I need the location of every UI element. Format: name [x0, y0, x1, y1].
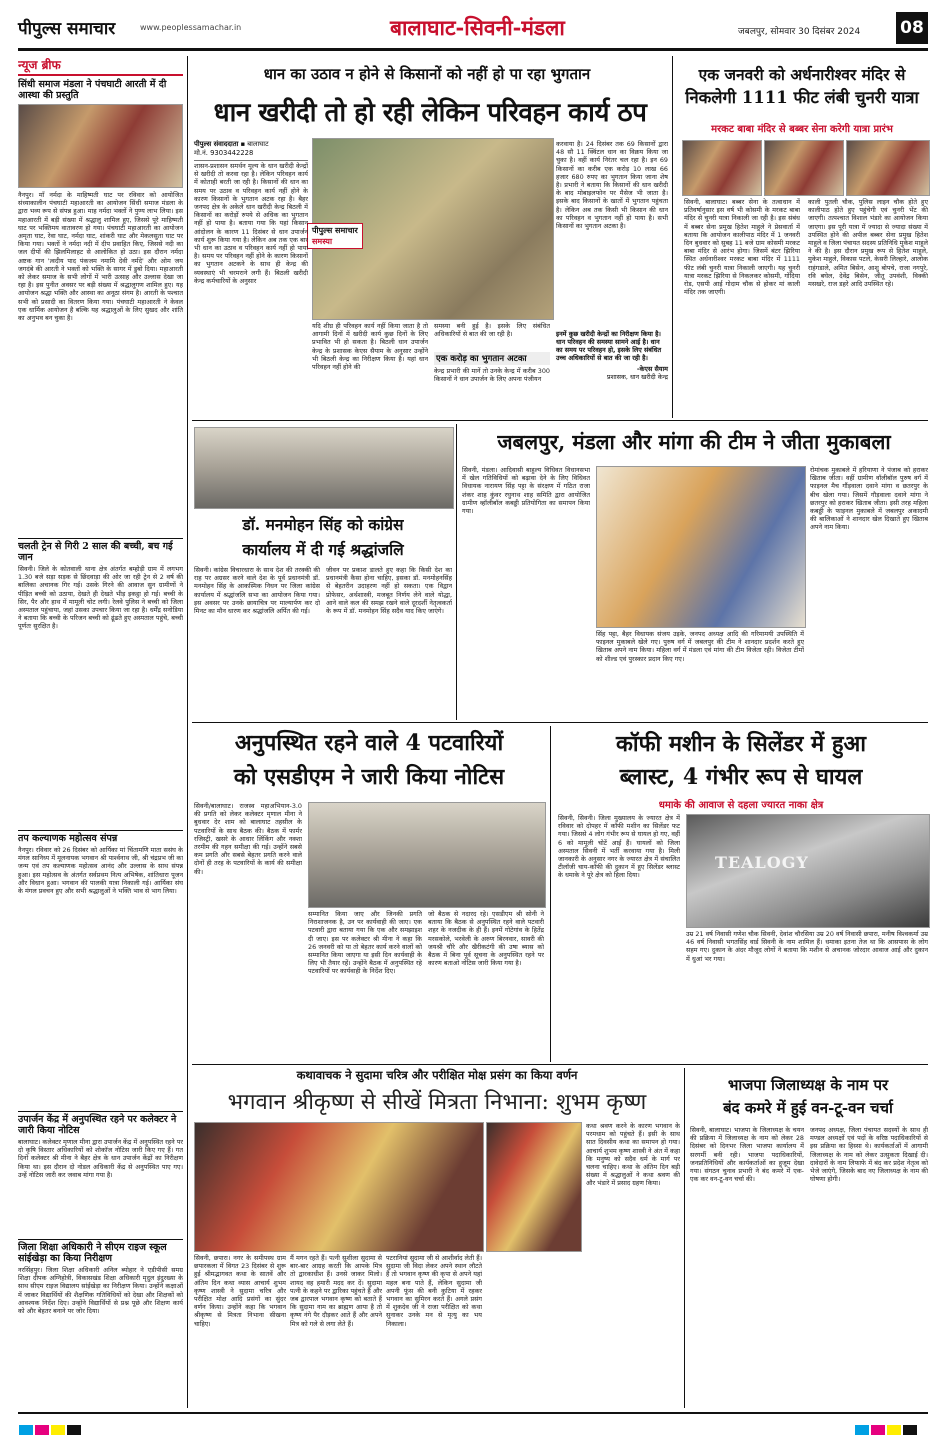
lead-col1: शासन-प्रशासन समर्थन मूल्य के धान खरीदी केन्द्रों से खरीदी तो करवा रहा है। लेकिन परिवहन कार्य में कोताही बरती जा रही है। किसानों की धान का समय पर उठाव व परिवहन कार्य नहीं होने के कारण किसानों के भुगतान अटक रहा है। बैहर जनपद क्षेत्र के अकेले धान खरीदी केन्द्र बिठली में किसानों का करोड़ों रुपये से अधिक का भुगतान नहीं हो पाया है। बताया गया कि यहां किसान आंदोलन के कारण 11 दिसंबर से धान उपार्जन कार्य शुरू किया गया है। लेकिन अब तक एक बार भी धान का उठाव व परिवहन कार्य नहीं हो पाया है। समय पर परिवहन नहीं होने के कारण किसानों का भुगतान अटकने के साथ ही केन्द्र की व्यवस्थाएं भी चरमराने लगी हैं। बिठली खरीदी केन्द्र कर्मचारियों के अनुसार: [194, 162, 308, 285]
condolence-photo: [194, 427, 454, 509]
krishna-col1: सिवनी, छपारा। नगर के समीपस्थ ग्राम छपारकला में विगत 23 दिसंबर से शुरू हुई श्रीमद्भागवत कथा के सातवें और अंतिम दिन कथा व्यास आचार्य शुभम कृष्ण शास्त्री ने सुदामा चरित्र और परीक्षित मोक्ष आदि प्रसंगों का सुंदर वर्णन किया। उन्होंने कहा कि भगवान श्रीकृष्ण से मित्रता निभाना सीखना चाहिए।: [194, 1254, 286, 1328]
lead-byline: पीपुल्स संवाददाता ▪ बालाघाट मो.नं. 9303442228: [194, 140, 308, 161]
byline-phone: मो.नं. 9303442228: [194, 149, 254, 157]
print-color-bar-right: [854, 1420, 918, 1439]
brief-4-body: बालाघाट। कलेक्टर मृणाल मीना द्वारा उपार्जन केंद्र में अनुपस्थित रहने पर दो कृषि विस्तार अधिकारियों को शोकॉज नोटिस जारी किए गए हैं। गत दिनों कलेक्टर श्री मीना ने बैहर क्षेत्र के धान उपार्जन केंद्रों का निरीक्षण किया था। इस दौरान दो नोडल अधिकारी केंद्र से अनुपस्थित पाए गए। उन्हें नोटिस जारी कर जवाब मांगा गया है।: [18, 1138, 183, 1179]
color-swatch-cyan: [855, 1425, 869, 1435]
color-swatch-cyan: [19, 1425, 33, 1435]
quote-name: -केएस सैयाम: [636, 365, 668, 373]
brief-3-headline[interactable]: तप कल्याणक महोत्सव संपन्न: [18, 833, 118, 844]
blast-deck: धमाके की आवाज से दहला ज्यारत नाका क्षेत्र: [658, 800, 824, 811]
color-swatch-yellow: [51, 1425, 65, 1435]
masthead-rule: [18, 48, 928, 51]
photo-tag: [307, 223, 363, 249]
brief-5-headline[interactable]: जिला शिक्षा अधिकारी ने सीएम राइज स्कूल सांईखेड़ा का किया निरीक्षण: [18, 1242, 167, 1264]
kabaddi-col3: रोमांचक मुकाबले में हरियाणा ने पंजाब को हराकर खिताब जीता। वहीं ग्रामीण वॉलीबॉल पुरुष वर्ग में फाइनल मैच गौंड़वाला दवाने मांगा व छतरपुर के बीच खेला गया। जिसमें गौड़वाला दवाने मांगा ने छतरपुर को हराकर खिताब जीता। इसी तरह महिला कबड्डी के फाइनल मुकाबले में जबलपुर अकादमी की बालिकाओं ने शानदार खेल दिखाते हुए खिताब अपने नाम किया।: [810, 466, 928, 532]
masthead: [18, 14, 928, 46]
condolence-headline-line2: कार्यालय में दी गई श्रद्धांजलि: [242, 540, 404, 559]
condolence-col1: सिवनी। कांग्रेस विचारधारा के साथ देश की तरक्की की राह पर अग्रसर करने वाले देश के पूर्व प्रधानमंत्री डॉ. मनमोहन सिंह के आकस्मिक निधन पर जिला कांग्रेस कार्यालय में श्रद्धांजलि सभा का आयोजन किया गया। इस अवसर पर उनके छायाचित्र पर माल्यार्पण कर दो मिनट का मौन धारण कर श्रद्धांजलि अर्पित की गई।: [194, 566, 320, 616]
blast-col2: उम्र 21 वर्ष निवासी गणेश चौक सिवनी, देवांश चौरसिया उम्र 20 वर्ष निवासी छपारा, मनीष विश्वकर्मा उम्र 46 वर्ष निवासी भगतसिंह वार्ड सिवनी के नाम शामिल हैं। धमाका इतना तेज था कि आसपास के लोग सहम गए। दुकान के अंदर मौजूद लोगों ने बताया कि मशीन से अचानक जोरदार आवाज आई और दुकान में धुआं भर गया।: [686, 930, 928, 963]
brief-2-headline[interactable]: चलती ट्रेन से गिरी 2 साल की बच्ची, बच गई जान: [18, 541, 173, 563]
krishna-col3: पटरानियां सुदामा जी से आशीर्वाद लेती हैं। सुदामा जी विदा लेकर अपने स्थान लौटते हैं तो भगवान कृष्ण की कृपा से अपने यहां महल बना पाते हैं, लेकिन सुदामा जी अपनी फूंस की बनी कुटिया में रहकर भगवान का सुमिरन करते हैं। अगले प्रसंग में शुकदेव जी ने राजा परीक्षित को कथा सुनाकर उनके मन से मृत्यु का भय निकाला।: [386, 1254, 482, 1328]
brief-1-body: नैनपुर। माँ नर्मदा के माहिष्मती घाट पर रविवार को आयोजित संध्याकालीन पंचघाटी महाआरती का आयोजन सिंधी समाज मंडला के द्वारा भव्य रूप से संपन्न हुआ। माह नर्मदा भक्तों ने पुण्य लाभ लिया। इस महाआरती में बड़ी संख्या में श्रद्धालु शामिल हुए, जिससे पूरे माहिष्मती घाट पर भक्तिमय वातावरण हो गया। पंचघाटी महाआरती का आयोजन अमृता घाट, रेवा घाट, नर्मदा घाट, शांकरी घाट और मेकलसुता घाट पर किया गया। भक्तों ने नर्मदा नदी में दीप प्रवाहित किए, जिससे नदी का जल दीपों की झिलमिलाहट से आलोकित हो उठा। इस दौरान नर्मदा अष्टक गान 'त्वदीय पाद पंकजम नमामि देवी नर्मदे' और ओम जय जगदंबे की आरती ने भक्तों को भक्ति के सागर में डुबो दिया। महाआरती को लेकर समाज के सभी लोगों में भारी उत्साह और उल्लास देखा जा रहा है। इस पुनीत अवसर पर बड़ी संख्या में श्रद्धालुगण शामिल हुए। यह आयोजन श्रद्धा भक्ति और आस्था का अनूठा संगम है। आरती के पश्चात सभी को प्रसादी का वितरण किया गया। पंचघाटी महाआरती ने केवल एक धार्मिक आयोजन है बल्कि यह श्रद्धालुओं के लिए सुखद और शांति का अनुभव बन चुका है।: [18, 191, 183, 323]
lead-subhead: एक करोड़ का भुगतान अटका: [434, 352, 550, 365]
quote-title: प्रशासक, धान खरीदी केन्द्र: [607, 373, 668, 381]
lead-kicker: धान का उठाव न होने से किसानों को नहीं हो पा रहा भुगतान: [263, 65, 591, 83]
condolence-headline-line1: डॉ. मनमोहन सिंह को कांग्रेस: [242, 515, 404, 534]
lead-col2: यदि शीघ्र ही परिवहन कार्य नहीं किया जाता है तो आगामी दिनों में खरीदी कार्य कुछ दिनों के लिए प्रभावित भी हो सकता है। बिठली धान उपार्जन केन्द्र के प्रशासक केएस सैयाम के अनुसार उन्होंने भी बिठली केन्द्र का निरीक्षण किया है। यहां धान परिवहन नहीं होने की: [312, 322, 428, 372]
condolence-headline[interactable]: [194, 512, 452, 562]
kabaddi-col1: सिवनी, मंडला। आदिवासी बाहुल्य विधिवत विधानसभा में खेल गतिविधियों को बढ़ावा देने के लिए विधिवत विधायक नारायण सिंह पट्टा के संरक्षण में गठित राजा शंकर शाह कुंवर रघुनाथ शाह समिति द्वारा आयोजित ग्रामीण व्हॉलीबॉल कबड्डी प्रतियोगिता का समापन किया गया।: [462, 466, 590, 516]
lead-quote-box: [556, 330, 668, 381]
shop-sign: TEALOGY: [715, 853, 809, 872]
blast-headline-line1: कॉफी मशीन के सिलेंडर में हुआ: [615, 731, 867, 757]
website-url[interactable]: www.peoplessamachar.in: [140, 23, 242, 32]
lead-headline[interactable]: धान खरीदी तो हो रही लेकिन परिवहन कार्य ठप: [213, 98, 647, 128]
blast-headline-line2: ब्लास्ट, 4 गंभीर रूप से घायल: [619, 764, 863, 790]
news-brief-column: [18, 56, 183, 1408]
blast-col1: सिवनी, सिवनी। जिला मुख्यालय के ज्यारत क्षेत्र में रविवार को दोपहर में कॉफी मशीन का सिलेंडर फट गया। जिससे 4 लोग गंभीर रूप से घायल हो गए, वहीं 6 को मामूली चोटें आई हैं। घायलों को जिला अस्पताल सिवनी में भर्ती करवाया गया है। मिली जानकारी के अनुसार नगर के ज्यारत क्षेत्र में संचालित टीलॉजी चाय-कॉफी की दुकान में हुए सिलेंडर ब्लास्ट के धमाके ने पूरे क्षेत्र को हिला दिया।: [558, 814, 680, 880]
color-swatch-magenta: [871, 1425, 885, 1435]
lead-photo-paddy: [312, 138, 554, 320]
yatra-headline[interactable]: [676, 63, 928, 109]
yatra-col1: सिवनी, बालाघाट। बब्बर सेना के तत्वाधान में प्रतिवर्षानुसार इस वर्ष भी कोसमी के मरकट बाबा मंदिर से चुनरी यात्रा निकाली जा रही है। इस संबंध में बब्बर सेना प्रमुख हितेश माहुले ने प्रेसवार्ता में बताया कि आयोजन कालीपाठ मंदिर में 1 जनवरी दिन बुधवार को सुबह 11 बजे ग्राम कोसमी मरकट बाबा मंदिर से आरंभ होगा। जिसमें बंटर झिरिया स्थित अर्धनारीश्वर मरकट बाबा मंदिर में 1111 फीट लंबी चुनरी यात्रा निकाली जाएगी। यह चुनरी यात्रा मरकट झिरिया से निकलकर कोसमी, गोंदिया रोड, एसपी आई गोदाम चौक से होकर मां काली मंदिर तक जाएगी।: [684, 198, 800, 297]
color-swatch-yellow: [887, 1425, 901, 1435]
dateline: जबलपुर, सोमवार 30 दिसंबर 2024: [738, 27, 861, 37]
notice-headline[interactable]: [194, 726, 544, 794]
bjp-col2: जनपद अध्यक्ष, जिला पंचायत सदस्यों के साथ ही मण्डल अध्यक्षों एवं पदों के वरिष्ठ पदाधिकारियों से इस प्रक्रिया का हिस्सा थे। कार्यकर्ताओं में आगामी जिलाध्यक्ष के नाम को लेकर उत्सुकता दिखाई दी। दावेदारों के नाम लिफाफे में बंद कर प्रदेश नेतृत्व को भेजे जाएंगे, जिसके बाद नए जिलाध्यक्ष के नाम की घोषणा होगी।: [810, 1126, 928, 1184]
brief-1-headline[interactable]: सिंधी समाज मंडला ने पंचघाटी आरती में दी आस्था की प्रस्तुति: [18, 79, 167, 101]
byline-org: पीपुल्स संवाददाता: [194, 140, 239, 148]
krishna-headline[interactable]: भगवान श्रीकृष्ण से सीखें मित्रता निभाना: शुभम कृष्ण: [227, 1090, 647, 1115]
kabaddi-award-photo: [596, 466, 806, 628]
byline-place: बालाघाट: [247, 140, 269, 148]
yatra-col2: काली पुतली चौक, पुलिस लाइन चौक होते हुए कालीपाठ होते हुए पहुंचेगी एवं चुनरी भेंट की जाएगी। तत्पश्चात विशाल भंडारे का आयोजन किया जाएगा। इस पूरी यात्रा में ज्यादा से ज्यादा संख्या में उपस्थित होने की अपील बब्बर सेना प्रमुख हितेश माहुले व जिला पंचायत सदस्य प्रतिनिधि मुकेश माहुले ने की है। इस दौरान प्रमुख रूप से हितेश माहुले, मुकेश माहुले, विकास पटले, केसरी लिल्हारे, आलोक राहंगडाले, अमित बिसेन, आशु बोपचे, राजा नगपुरे, रवि बघेल, देवेंद्र बिसेन, जीतू उपवंशी, विक्की मसखरे, राज डहरे आदि उपस्थित रहे।: [808, 198, 928, 289]
lead-quote: इनमें कुछ खरीदी केन्द्रों का निरीक्षण किया है। धान परिवहन की समस्या सामने आई है। धान का समय पर परिवहन हो, इसके लिए संबंधित उच्च अधिकारियों से बात की जा रही है।: [556, 330, 662, 362]
notice-col1: सिवनी/बालाघाट। राजस्व महाअभियान-3.0 की प्रगति को लेकर कलेक्टर मृणाल मीना ने बुधवार देर शाम को बालाघाट तहसील के पटवारियों के साथ बैठक की। बैठक में फार्मर रजिस्ट्री, खसरे के आधार लिंकिंग और नक्शा तरमीम की गहन समीक्षा की गई। उन्होंने सबसे कम प्रगति और सबसे बेहतर प्रगति करने वाले दोनों ही तरह के पटवारियों के कार्य की समीक्षा की।: [194, 802, 302, 876]
bjp-headline[interactable]: [688, 1074, 928, 1120]
blast-headline[interactable]: [554, 728, 928, 794]
yatra-photo-2: [764, 140, 844, 196]
yatra-photo-3: [846, 140, 930, 196]
notice-headline-line1: अनुपस्थित रहने वाले 4 पटवारियों: [234, 730, 504, 756]
lead-subsection: [434, 352, 550, 397]
kabaddi-headline[interactable]: जबलपुर, मंडला और मांगा की टीम ने जीता मुकाबला: [497, 430, 891, 454]
yatra-headline-line1: एक जनवरी को अर्धनारीश्वर मंदिर से: [698, 65, 906, 84]
photo-tag-topic: समस्या: [312, 237, 333, 246]
color-swatch-magenta: [35, 1425, 49, 1435]
krishna-col4: कथा श्रवण करने के कारण भगवान के परमधाम को पहुंचते हैं। इसी के साथ सात दिवसीय कथा का समापन हो गया। आचार्य शुभम कृष्ण शास्त्री ने अंत में कहा कि मनुष्य को सदैव धर्म के मार्ग पर चलना चाहिए। कथा के अंतिम दिन बड़ी संख्या में श्रद्धालुओं ने कथा श्रवण की और भंडारे में प्रसाद ग्रहण किया।: [586, 1122, 680, 1188]
color-swatch-black: [903, 1425, 917, 1435]
krishna-kicker: कथावाचक ने सुदामा चरित्र और परीक्षित मोक्ष प्रसंग का किया वर्णन: [296, 1068, 578, 1082]
brief-1-photo: [18, 104, 183, 188]
lead-subbody: केन्द्र प्रभारी की मानें तो उनके केन्द्र में करीब 300 किसानों ने धान उपार्जन के लिए अपना पंजीयन: [434, 367, 550, 384]
notice-headline-line2: को एसडीएम ने जारी किया नोटिस: [233, 764, 505, 790]
krishna-col2: मैं मगन रहते हैं। पत्नी सुशीला सुदामा से बार-बार आग्रह करती कि आपके मित्र तो द्वारकाधीश हैं। उनसे जाकर मिलो। शायद वह हमारी मदद कर दें। सुदामा पत्नी के कहने पर द्वारिका पहुंचते हैं और जब द्वारपाल भगवान कृष्ण को बताते हैं कि सुदामा नाम का ब्राह्मण आया है तो कृष्ण नंगे पैर दौड़कर आते हैं और अपने मित्र को गले से लगा लेते हैं।: [290, 1254, 382, 1328]
notice-col3: जो बैठक से नदारद रहे। एसडीएम श्री सोनी ने बताया कि बैठक से अनुपस्थित रहने वाले पटवारी शहर के नजदीक के ही हैं। इनमें गोटेगांव के हितेंद्र मरसकोले, भरवेली के अरुण बिरनवार, सावरी की जयश्री चौरे और खैरीकटंगी की उषा ब्यास को बैठक में बिना पूर्व सूचना के अनुपस्थित रहने पर कारण बताओ नोटिस जारी किया गया है।: [428, 910, 544, 968]
notice-col2: सम्मानित किया जाए और जिनकी प्रगति निराशाजनक है, उन पर कार्यवाही की जाए। एक पटवारी द्वारा बताया गया कि एक और समझाइश दी जाए। इस पर कलेक्टर श्री मीना ने कहा कि 26 जनवरी को या तो बेहतर कार्य करने वालों को सम्मानित किया जाएगा या इसी दिन कार्यवाही के लिए भी तैयार रहें। उन्होंने बैठक में अनुपस्थित रहे पटवारियों पर कार्यवाही के निर्देश दिए।: [308, 910, 422, 976]
yatra-headline-line2: निकलेगी 1111 फीट लंबी चुनरी यात्रा: [685, 88, 919, 107]
edition-title: बालाघाट-सिवनी-मंडला: [390, 15, 565, 40]
krishna-photo-stage: [486, 1122, 582, 1252]
brief-5-body: नरसिंहपुर। जिला शिक्षा अधिकारी अनिल ब्योहार ने एडीपीसी समग्र शिक्षा दीपक अग्निहोत्री, विकासखंड शिक्षा अधिकारी मृदुल इंदुरख्या के साथ सीएम राइज विद्यालय सांईखेड़ा का निरीक्षण किया। उन्होंने कक्षाओं में जाकर विद्यार्थियों की शैक्षणिक गतिविधियों को देखा और शिक्षकों को आवश्यक निर्देश दिए। उन्होंने विद्यार्थियों से प्रश्न पूछे और शिक्षण कार्य को और बेहतर बनाने पर जोर दिया।: [18, 1266, 183, 1316]
krishna-photo-devotees: [194, 1122, 484, 1252]
yatra-photo-1: [682, 140, 762, 196]
brand-logo: पीपुल्स समाचार: [18, 19, 116, 39]
yatra-deck: मरकट बाबा मंदिर से बब्बर सेना करेगी यात्रा प्रारंभ: [711, 124, 893, 135]
lead-col4: करवाया है। 24 दिसंबर तक 69 किसानों द्वारा 48 सौ 11 क्विंटल धान का विक्रय किया जा चुका है। वहीं कार्य निरंतर चल रहा है। इन 69 किसानों का करीब एक करोड़ 10 लाख 66 हजार 680 रुपए का भुगतान किया जाना शेष है। प्रभारी ने बताया कि किसानों की धान खरीदी के बाद मोबाइलफोन पर मैसेज भी जाता है। इसके बाद किसानों के खातों में भुगतान पहुंचता है। लेकिन अब तक किसी भी किसान की धान का परिवहन व भुगतान नहीं हो पाया है। सभी किसानों का भुगतान अटका है।: [556, 140, 668, 231]
page-number: 08: [896, 12, 928, 44]
bjp-headline-line1: भाजपा जिलाध्यक्ष के नाम पर: [727, 1076, 889, 1094]
blast-shop-photo: [686, 814, 930, 928]
news-brief-label: न्यूज ब्रीफ: [18, 56, 183, 76]
notice-meeting-photo: [308, 802, 546, 908]
bjp-headline-line2: बंद कमरे में हुई वन-टू-वन चर्चा: [723, 1099, 893, 1117]
lead-col3: समस्या बनी हुई है। इसके लिए संबंधित अधिकारियों से बात की जा रही है।: [434, 322, 550, 339]
print-color-bar-left: [18, 1420, 82, 1439]
condolence-col2: जीवन पर प्रकाश डालते हुए कहा कि किसी देश का प्रधानमंत्री कैसा होना चाहिए, इसका डॉ. मनमोहनसिंह से बेहतरीन उदाहरण नहीं हो सकता। एक विद्वान प्रोफेसर, अर्थशास्त्री, मजबूत निर्णय लेने वाले योद्धा, आने वाले कल की समझ रखने वाले दूरदर्शी नेतृत्वकर्ता के रूप में डॉ. मनमोहन सिंह सदैव याद किए जाएंगे।: [326, 566, 452, 616]
brief-2-body: सिवनी। जिले के कोतवाली थाना क्षेत्र अंतर्गत बम्होड़ी ग्राम में लगभग 1.30 बजे सड़ा सड़क से छिंदवाड़ा की ओर जा रही ट्रेन से 2 वर्ष की बालिका अचानक गिर गई। उसके गिरने की आवाज सुन ग्रामीणों ने पीड़ित बच्ची को उठाया, देखते ही देखते भीड़ इकट्ठा हो गई। बच्ची के सिर, पैर और हाथ में मामूली चोट लगी। रेलवे पुलिस ने बच्ची को जिला अस्पताल पहुंचाया, जहां उसका उपचार किया जा रहा है। धर्मेंद्र सनोडिया ने बताया कि बच्ची के परिजन बच्ची को ढूंढते हुए अस्पताल पहुंचे, बच्ची पूर्णतः सुरक्षित है।: [18, 565, 183, 631]
bjp-col1: सिवनी, बालाघाट। भाजपा के जिलाध्यक्ष के चयन की प्रक्रिया में जिलाध्यक्ष के नाम को लेकर 28 दिसंबर को दिनभर जिला भाजपा कार्यालय में सरगर्मी बनी रही। भाजपा पदाधिकारियों, जनप्रतिनिधियों और कार्यकर्ताओं का हुजूम देखा गया। संगठन चुनाव प्रभारी ने बंद कमरे में एक-एक कर वन-टू-वन चर्चा की।: [690, 1126, 804, 1184]
photo-tag-brand: पीपुल्स समाचार: [312, 226, 358, 235]
color-swatch-black: [67, 1425, 81, 1435]
brief-3-body: नैनपुर। रविवार को 26 दिसंबर को आर्यिका मां चिंतामणि माता ससंघ के मंगल सानिध्य में मूलनायक भगवान श्री पार्श्वनाथ जी, श्री चंद्रप्रभ जी का जन्म एवं तप कल्याणक महोत्सव आनंद और उल्लास के साथ संपन्न हुआ। इस महोत्सव के अंतर्गत सर्वप्रथम नित्य अभिषेक, शांतिधारा पूजन और विधान हुआ। भगवान की पालकी यात्रा निकाली गई। आर्यिका संघ के मंगल प्रवचन हुए और सभी श्रद्धालुओं ने भक्ति भाव से भाग लिया।: [18, 846, 183, 896]
kabaddi-col2: सिंह पट्टा, बैहर विधायक संजय उइके, जनपद अध्यक्ष आदि की गरिमामयी उपस्थिति में फाइनल मुकाबले खेले गए। पुरुष वर्ग में जबलपुर की टीम ने शानदार प्रदर्शन करते हुए खिताब अपने नाम किया। महिला वर्ग में मंडला एवं मांगा की टीम विजेता रही। विजेता टीमों को शील्ड एवं पुरस्कार प्रदान किए गए।: [596, 630, 804, 663]
brief-4-headline[interactable]: उपार्जन केंद्र में अनुपस्थित रहने पर कलेक्टर ने जारी किया नोटिस: [18, 1114, 177, 1136]
